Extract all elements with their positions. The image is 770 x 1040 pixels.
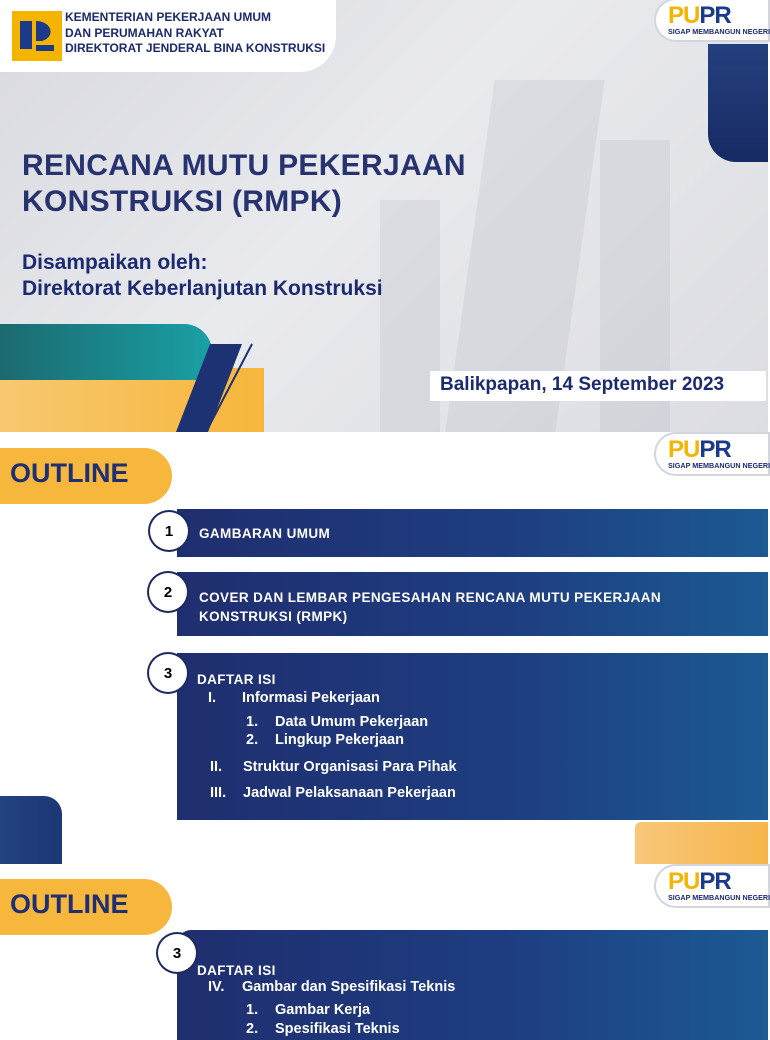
presenter-block <box>22 250 383 302</box>
outline-slide-1 <box>0 432 768 864</box>
outline-item-1 <box>177 509 768 557</box>
outline-item-text <box>199 588 661 626</box>
toc-label: 1. <box>246 714 259 730</box>
toc-label: I. <box>208 690 217 706</box>
toc-heading: DAFTAR ISI <box>197 672 276 687</box>
outline-item-text: GAMBARAN UMUM <box>199 526 331 541</box>
presenter-name: Direktorat Keberlanjutan Konstruksi <box>22 277 383 300</box>
stripe-decoration <box>150 340 260 432</box>
outline-heading-pill <box>0 879 172 935</box>
toc-text: Lingkup Pekerjaan <box>275 732 404 748</box>
presented-by-label: Disampaikan oleh: <box>22 251 208 274</box>
item-number-badge: 3 <box>158 934 196 972</box>
toc-text: Gambar dan Spesifikasi Teknis <box>242 979 456 995</box>
pupr-logo-icon: PUPR <box>668 2 731 29</box>
title-line: KONSTRUKSI (RMPK) <box>22 185 343 218</box>
date-box <box>430 371 766 401</box>
toc-text: Struktur Organisasi Para Pihak <box>243 759 457 775</box>
ministry-line: DIREKTORAT JENDERAL BINA KONSTRUKSI <box>65 41 326 55</box>
pupr-badge <box>656 866 768 906</box>
toc-label: 2. <box>246 732 259 748</box>
outline-heading: OUTLINE <box>10 458 129 488</box>
outline-item-2 <box>177 572 768 636</box>
gold-corner-decoration <box>635 822 768 864</box>
outline-slide-2 <box>0 864 770 1037</box>
ministry-line: KEMENTERIAN PEKERJAAN UMUM <box>65 10 272 24</box>
title-slide <box>0 0 768 432</box>
outline-heading: OUTLINE <box>10 889 129 919</box>
outline-item-line: COVER DAN LEMBAR PENGESAHAN RENCANA MUTU PEKERJAAN <box>199 590 662 605</box>
toc-label: III. <box>210 785 227 801</box>
outline-item-3-continued <box>177 930 768 1040</box>
pupr-badge <box>656 434 768 474</box>
toc-label: II. <box>210 759 223 775</box>
toc-text: Data Umum Pekerjaan <box>275 714 429 730</box>
outline-item-3 <box>177 653 768 820</box>
outline-item-line: KONSTRUKSI (RMPK) <box>199 609 348 624</box>
navy-corner-decoration <box>0 796 62 864</box>
toc-label: 1. <box>246 1002 259 1018</box>
ministry-name <box>65 10 325 57</box>
presentation-date: Balikpapan, 14 September 2023 <box>440 374 725 395</box>
item-number-badge: 3 <box>149 654 187 692</box>
pupr-tagline: SIGAP MEMBANGUN NEGERI <box>668 893 770 902</box>
toc-text: Jadwal Pelaksanaan Pekerjaan <box>243 785 456 801</box>
toc-text: Informasi Pekerjaan <box>242 690 380 706</box>
ministry-header <box>0 0 336 72</box>
title-line: RENCANA MUTU PEKERJAAN <box>22 149 466 182</box>
toc-text: Spesifikasi Teknis <box>275 1021 400 1037</box>
pupr-tagline: SIGAP MEMBANGUN NEGERI <box>668 27 770 36</box>
pupr-badge <box>656 0 768 40</box>
navy-corner-decoration <box>708 44 768 162</box>
toc-label: IV. <box>208 979 225 995</box>
outline-heading-pill <box>0 448 172 504</box>
pupr-logo-icon: PUPR <box>668 436 731 463</box>
pupr-logo-icon: PUPR <box>668 868 731 895</box>
item-number-badge: 1 <box>150 512 188 550</box>
pupr-tagline: SIGAP MEMBANGUN NEGERI <box>668 461 770 470</box>
toc-heading: DAFTAR ISI <box>197 963 276 978</box>
toc-label: 2. <box>246 1021 259 1037</box>
ministry-logo-icon <box>12 11 62 61</box>
toc-text: Gambar Kerja <box>275 1002 371 1018</box>
presentation-title <box>22 148 466 220</box>
item-number-badge: 2 <box>149 573 187 611</box>
ministry-line: DAN PERUMAHAN RAKYAT <box>65 25 224 40</box>
